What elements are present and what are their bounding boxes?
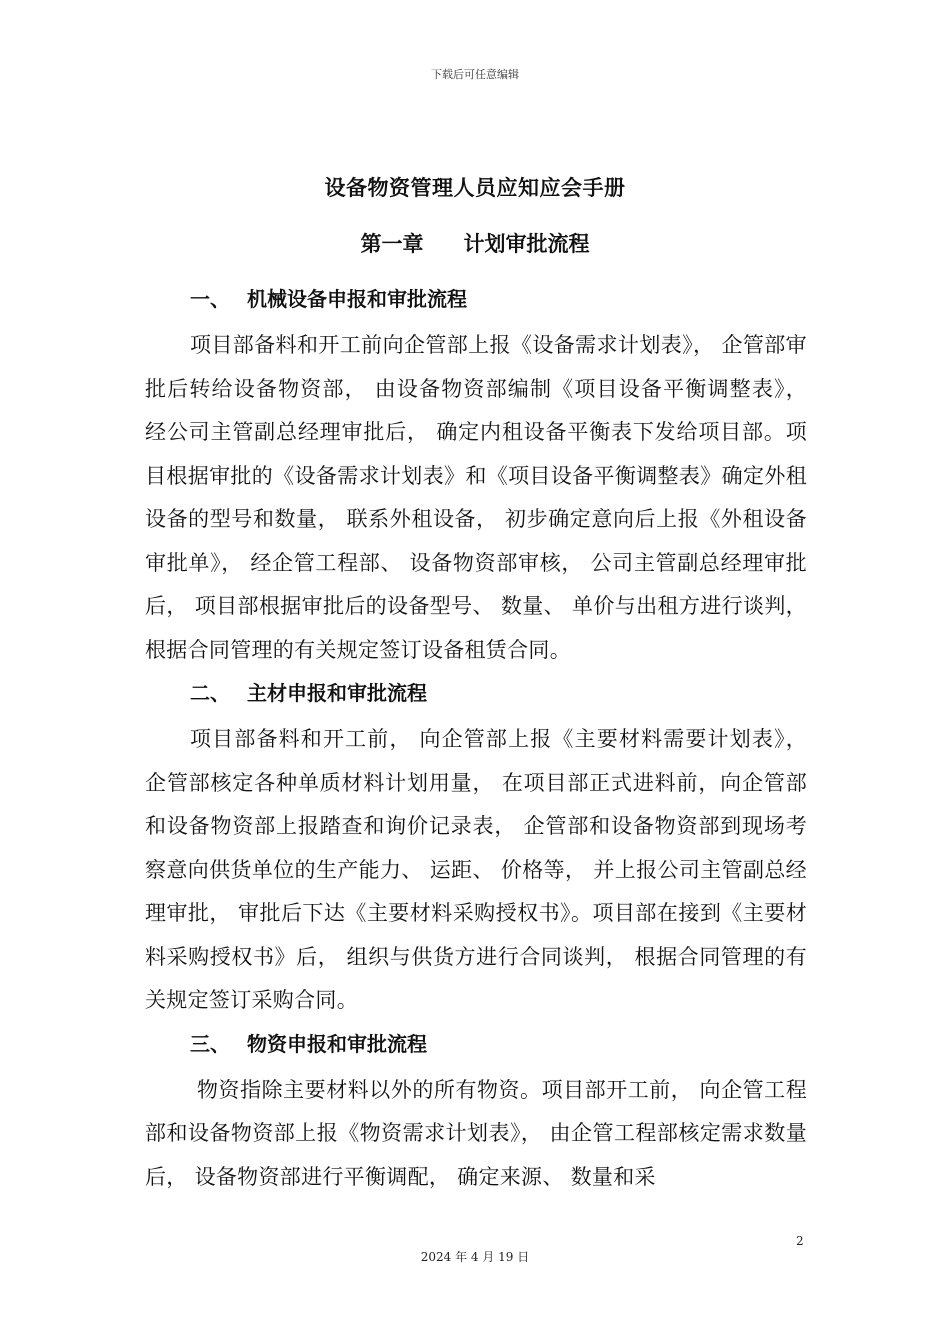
page-number: 2 — [796, 1234, 804, 1248]
section-number: 一、 — [190, 287, 230, 311]
footer-date: 2024 年 4 月 19 日 — [420, 1250, 530, 1264]
document-title: 设备物资管理人员应知应会手册 — [324, 176, 626, 200]
section-title: 机械设备申报和审批流程 — [247, 287, 467, 311]
section-title: 物资申报和审批流程 — [247, 1031, 427, 1056]
document-body — [145, 280, 807, 1201]
section-heading-3 — [145, 1025, 807, 1069]
chapter-number: 第一章 — [360, 232, 424, 256]
section-paragraph-1: 项目部备料和开工前向企管部上报《设备需求计划表》， 企管部审批后转给设备物资部， 由设备物资部编制《项目设备平衡调整表》， 经公司主管副总经理审批后， 确定内租设备平衡表下发给项目部。项目根据审批的《设备需求计划表》和《项目设备平衡调整表》确定外租设备的型号和数量， 联系外租设备， 初步确定意向后上报《外租设备审批单》， 经企管工程部、 设备物资部审核， 公司主管副总经理审批后， 项目部根据审批后的设备型号、 数量、 单价与出租方进行谈判， 根据合同管理的有关规定签订设备租赁合同。 — [145, 333, 807, 662]
section-heading-1 — [145, 280, 807, 324]
section-number: 三、 — [190, 1031, 230, 1056]
section-paragraph-3: 物资指除主要材料以外的所有物资。项目部开工前， 向企管工程部和设备物资部上报《物资需求计划表》， 由企管工程部核定需求数量后， 设备物资部进行平衡调配， 确定来源、 数量和采 — [145, 1077, 807, 1189]
section-title: 主材申报和审批流程 — [247, 681, 427, 705]
chapter-heading — [0, 228, 950, 258]
section-paragraph-2: 项目部备料和开工前， 向企管部上报《主要材料需要计划表》， 企管部核定各种单质材料计划用量， 在项目部正式进料前，向企管部和设备物资部上报踏查和询价记录表， 企管部和设备物资部到现场考察意向供货单位的生产能力、 运距、 价格等， 并上报公司主管副总经理审批， 审批后下达《主要材料采购授权书》。项目部在接到《主要材料采购授权书》后， 组织与供货方进行合同谈判， 根据合同管理的有关规定签订采购合同。 — [145, 727, 807, 1012]
section-number: 二、 — [190, 681, 230, 705]
page-header: 下载后可任意编辑 — [431, 68, 519, 81]
section-heading-2 — [145, 674, 807, 718]
chapter-title: 计划审批流程 — [463, 232, 590, 256]
